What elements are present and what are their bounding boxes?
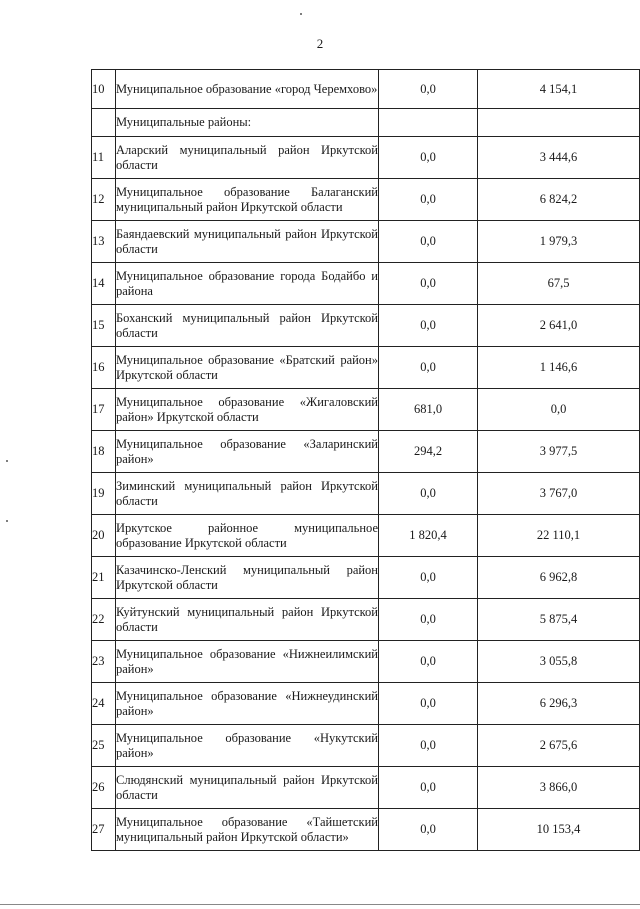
table-row xyxy=(92,70,640,109)
table-row xyxy=(92,221,640,263)
table-row xyxy=(92,179,640,221)
row-number: 23 xyxy=(92,641,116,683)
row-number: 22 xyxy=(92,599,116,641)
row-number: 15 xyxy=(92,305,116,347)
value-column-1: 0,0 xyxy=(379,179,478,221)
empty-cell xyxy=(478,109,640,137)
value-column-2: 6 296,3 xyxy=(478,683,640,725)
value-column-1: 0,0 xyxy=(379,599,478,641)
value-column-2: 0,0 xyxy=(478,389,640,431)
table-row xyxy=(92,641,640,683)
section-header-row xyxy=(92,109,640,137)
table-row xyxy=(92,473,640,515)
table-row xyxy=(92,137,640,179)
value-column-2: 10 153,4 xyxy=(478,809,640,851)
value-column-1: 0,0 xyxy=(379,557,478,599)
value-column-2: 22 110,1 xyxy=(478,515,640,557)
municipality-name: Муниципальное образование «город Черемхово» xyxy=(116,70,379,109)
table-row xyxy=(92,725,640,767)
value-column-2: 6 824,2 xyxy=(478,179,640,221)
value-column-2: 6 962,8 xyxy=(478,557,640,599)
row-number: 27 xyxy=(92,809,116,851)
municipality-name: Муниципальное образование города Бодайбо и района xyxy=(116,263,379,305)
municipality-name: Муниципальное образование «Нижнеилимский район» xyxy=(116,641,379,683)
row-number: 10 xyxy=(92,70,116,109)
row-number: 18 xyxy=(92,431,116,473)
table-row xyxy=(92,515,640,557)
value-column-1: 0,0 xyxy=(379,767,478,809)
municipality-name: Иркутское районное муниципальное образование Иркутской области xyxy=(116,515,379,557)
value-column-2: 3 444,6 xyxy=(478,137,640,179)
value-column-1: 0,0 xyxy=(379,809,478,851)
value-column-2: 67,5 xyxy=(478,263,640,305)
row-number: 11 xyxy=(92,137,116,179)
municipality-name: Боханский муниципальный район Иркутской области xyxy=(116,305,379,347)
value-column-2: 3 767,0 xyxy=(478,473,640,515)
municipality-name: Муниципальное образование «Нижнеудинский район» xyxy=(116,683,379,725)
section-header: Муниципальные районы: xyxy=(116,109,379,137)
row-number: 13 xyxy=(92,221,116,263)
municipality-name: Муниципальное образование «Заларинский район» xyxy=(116,431,379,473)
page-number: 2 xyxy=(316,36,324,51)
value-column-1: 0,0 xyxy=(379,221,478,263)
value-column-2: 3 055,8 xyxy=(478,641,640,683)
municipality-name: Аларский муниципальный район Иркутской области xyxy=(116,137,379,179)
value-column-1: 0,0 xyxy=(379,263,478,305)
table-row xyxy=(92,683,640,725)
municipality-name: Муниципальное образование «Жигаловский район» Иркутской области xyxy=(116,389,379,431)
value-column-2: 1 979,3 xyxy=(478,221,640,263)
scan-edge-line xyxy=(0,904,640,905)
value-column-1: 0,0 xyxy=(379,305,478,347)
municipality-name: Слюдянский муниципальный район Иркутской области xyxy=(116,767,379,809)
row-number: 17 xyxy=(92,389,116,431)
row-number: 14 xyxy=(92,263,116,305)
table-row xyxy=(92,263,640,305)
row-number: 21 xyxy=(92,557,116,599)
value-column-1: 0,0 xyxy=(379,641,478,683)
value-column-2: 5 875,4 xyxy=(478,599,640,641)
empty-cell xyxy=(92,109,116,137)
value-column-2: 2 675,6 xyxy=(478,725,640,767)
value-column-1: 0,0 xyxy=(379,473,478,515)
table-row xyxy=(92,305,640,347)
municipality-name: Казачинско-Ленский муниципальный район Иркутской области xyxy=(116,557,379,599)
value-column-2: 2 641,0 xyxy=(478,305,640,347)
row-number: 16 xyxy=(92,347,116,389)
municipality-name: Муниципальное образование «Тайшетский муниципальный район Иркутской области» xyxy=(116,809,379,851)
municipality-name: Муниципальное образование «Братский район» Иркутской области xyxy=(116,347,379,389)
value-column-1: 1 820,4 xyxy=(379,515,478,557)
municipality-name: Баяндаевский муниципальный район Иркутской области xyxy=(116,221,379,263)
value-column-2: 4 154,1 xyxy=(478,70,640,109)
table-row xyxy=(92,347,640,389)
municipality-name: Куйтунский муниципальный район Иркутской области xyxy=(116,599,379,641)
municipality-name: Муниципальное образование «Нукутский район» xyxy=(116,725,379,767)
value-column-1: 294,2 xyxy=(379,431,478,473)
row-number: 24 xyxy=(92,683,116,725)
table-row xyxy=(92,431,640,473)
value-column-1: 681,0 xyxy=(379,389,478,431)
table-row xyxy=(92,809,640,851)
value-column-2: 3 866,0 xyxy=(478,767,640,809)
scan-speck xyxy=(6,460,8,462)
value-column-2: 3 977,5 xyxy=(478,431,640,473)
municipality-name: Зиминский муниципальный район Иркутской области xyxy=(116,473,379,515)
row-number: 25 xyxy=(92,725,116,767)
table-row xyxy=(92,599,640,641)
row-number: 20 xyxy=(92,515,116,557)
empty-cell xyxy=(379,109,478,137)
scan-speck xyxy=(300,13,302,15)
value-column-1: 0,0 xyxy=(379,347,478,389)
scan-speck xyxy=(6,520,8,522)
table-row xyxy=(92,389,640,431)
row-number: 26 xyxy=(92,767,116,809)
municipality-name: Муниципальное образование Балаганский муниципальный район Иркутской области xyxy=(116,179,379,221)
allocation-table xyxy=(91,69,640,851)
value-column-1: 0,0 xyxy=(379,137,478,179)
row-number: 19 xyxy=(92,473,116,515)
value-column-2: 1 146,6 xyxy=(478,347,640,389)
value-column-1: 0,0 xyxy=(379,683,478,725)
table-row xyxy=(92,767,640,809)
row-number: 12 xyxy=(92,179,116,221)
table-row xyxy=(92,557,640,599)
value-column-1: 0,0 xyxy=(379,70,478,109)
value-column-1: 0,0 xyxy=(379,725,478,767)
